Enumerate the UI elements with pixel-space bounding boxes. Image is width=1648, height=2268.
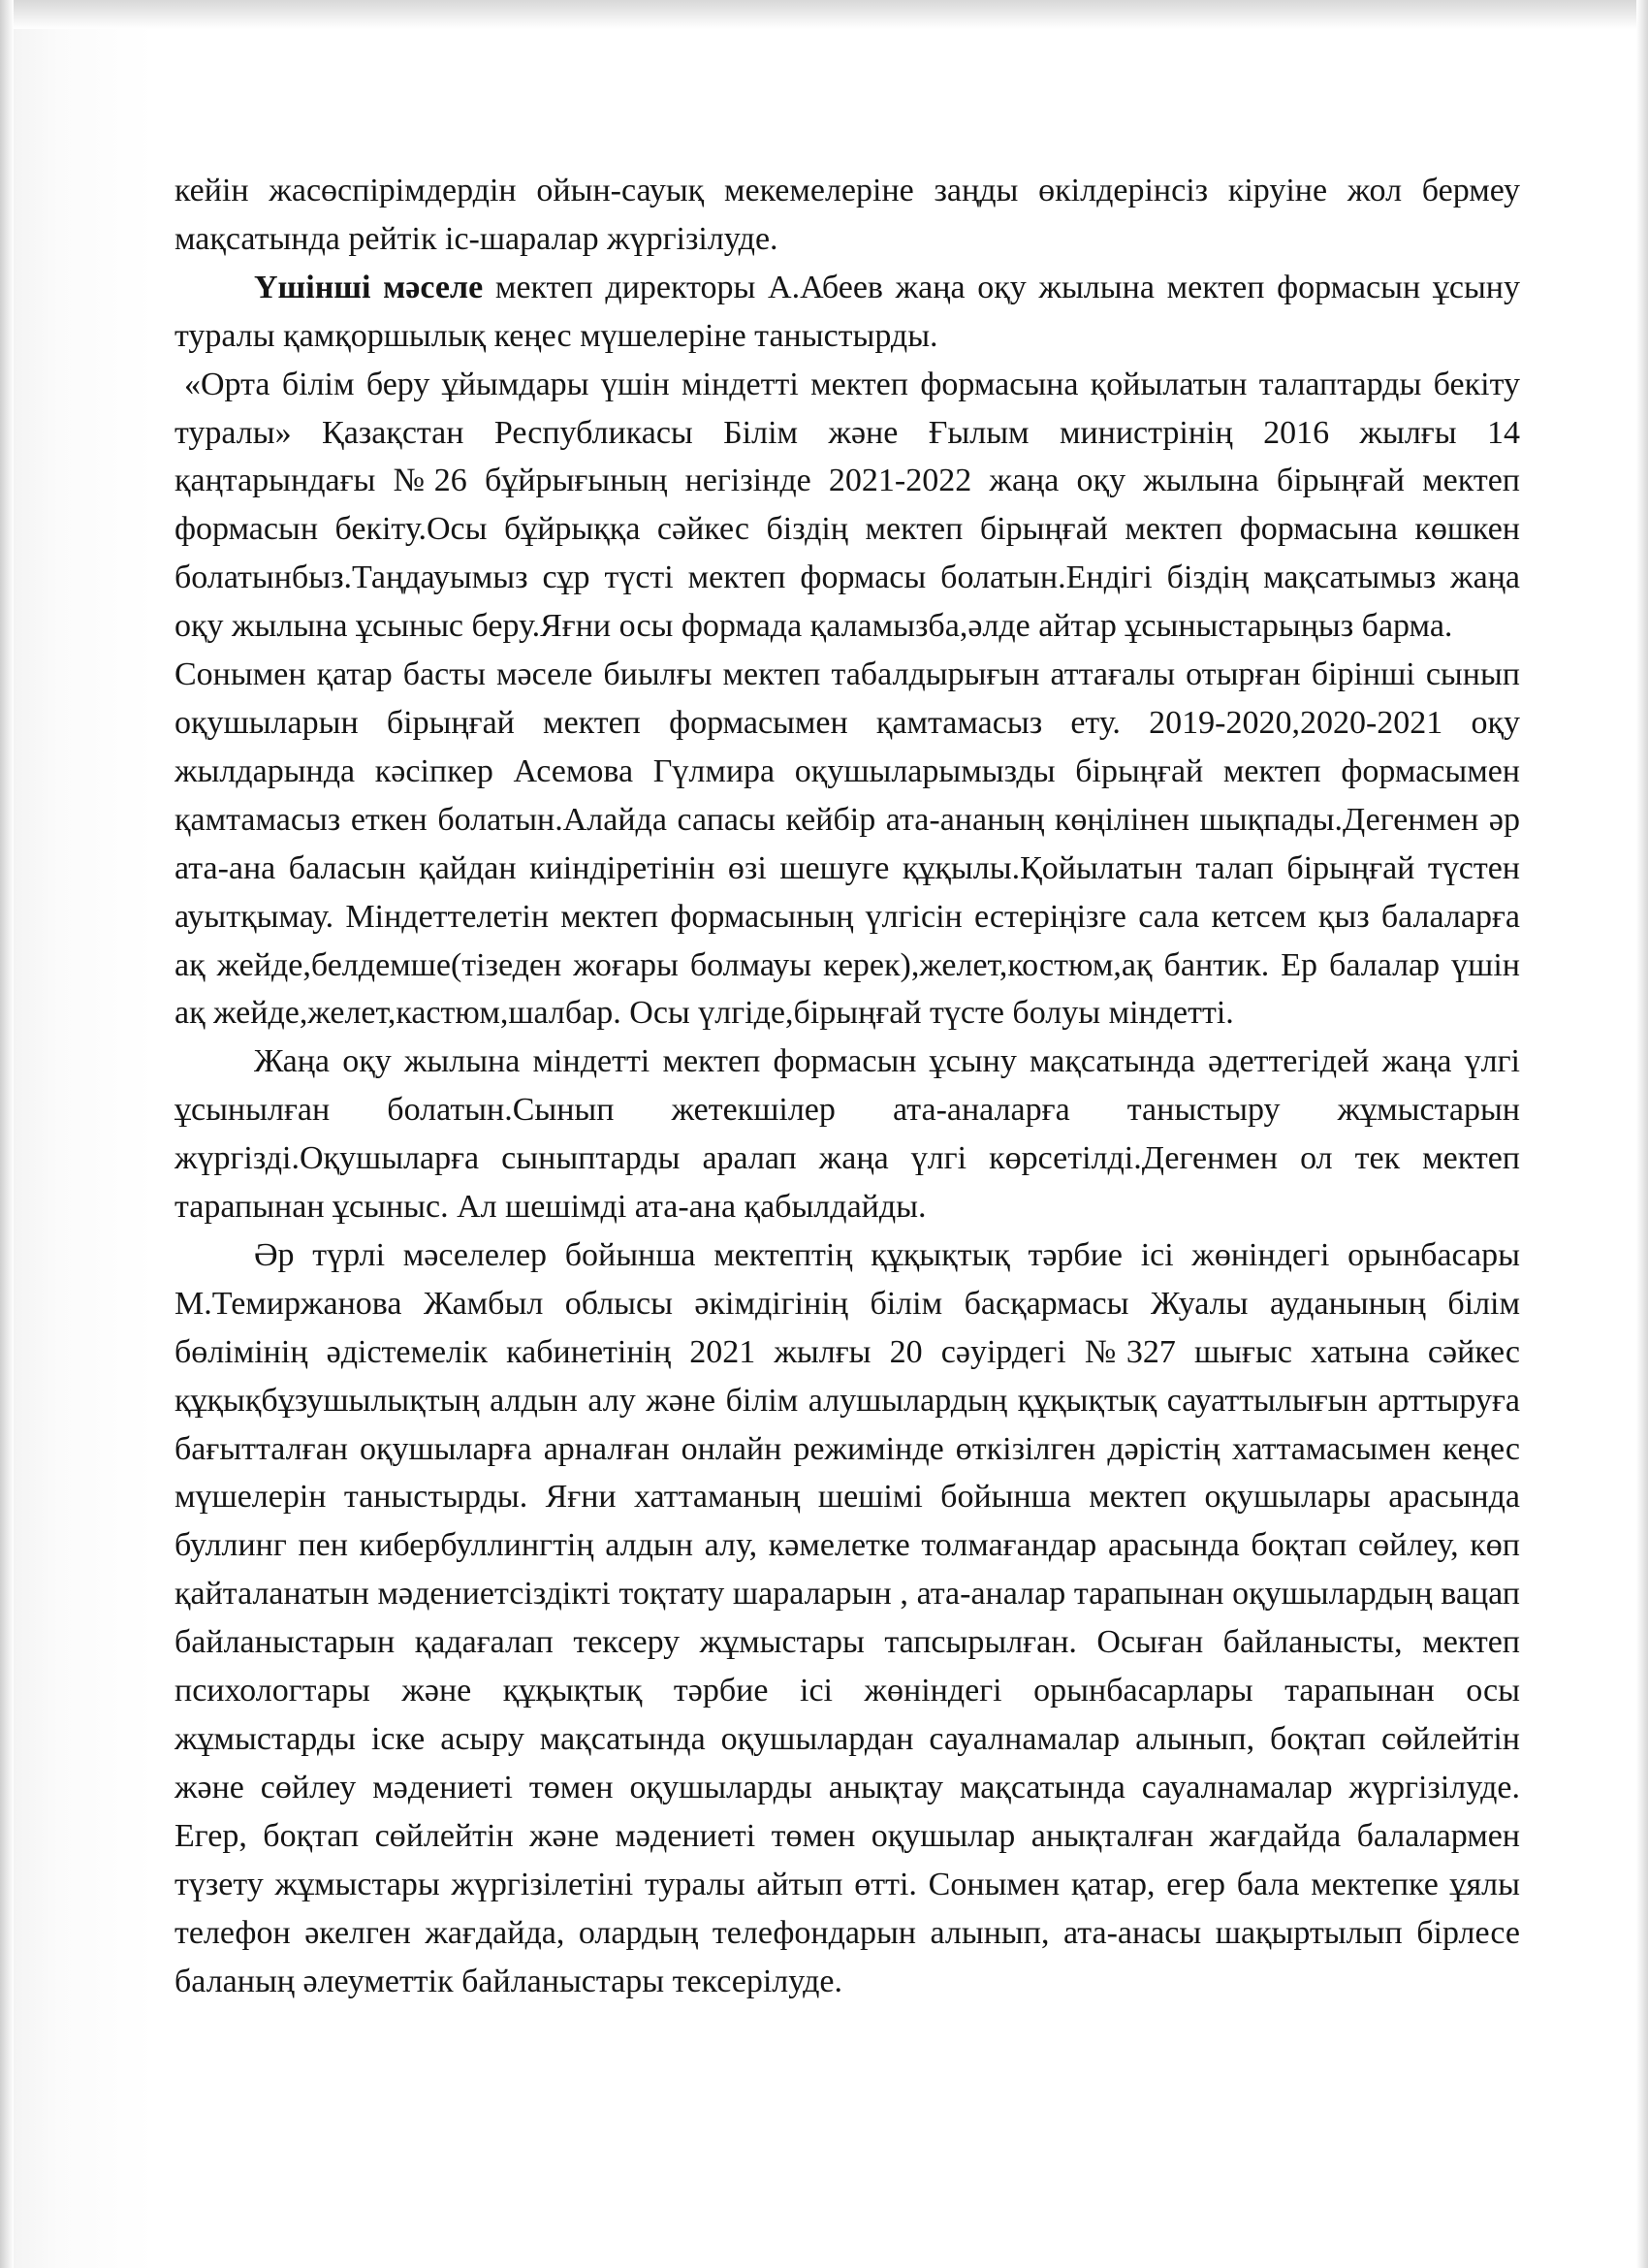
paragraph-3: «Орта білім беру ұйымдары үшін міндетті мектеп формасына қойылатын талаптарды бекіту туралы» Қазақстан Республикасы Білім және Ғылым министрінің 2016 жылғы 14 қаңтарындағы №26 бұйрығының негізінде 2021-2022 жаңа оқу жылына бірыңғай мектеп формасын бекіту.Осы бұйрыққа сәйкес біздің мектеп бірыңғай мектеп формасына көшкен болатынбыз.Таңдауымыз сұр түсті мектеп формасы болатын.Ендігі біздің мақсатымыз жаңа оқу жылына ұсыныс беру.Яғни осы формада қаламызба,әлде айтар ұсыныстарыңыз барма. xyxy=(174,366,1520,645)
page-edge-top xyxy=(0,0,1648,29)
paragraph-4: Сонымен қатар басты мәселе биылғы мектеп табалдырығын аттағалы отырған бірінші сынып оқушыларын бірыңғай мектеп формасымен қамтамасыз ету. 2019-2020,2020-2021 оқу жылдарында кәсіпкер Асемова Гүлмира оқушыларымызды бірыңғай мектеп формасымен қамтамасыз еткен болатын.Алайда сапасы кейбір ата-ананың көңілінен шықпады.Дегенмен әр ата-ана баласын қайдан киіндіретінін өзі шешуге құқылы.Қойылатын талап бірыңғай түстен ауытқымау. Міндеттелетін мектеп формасының үлгісін естеріңізге сала кетсем қыз балаларға ақ жейде,белдемше(тізеден жоғары болмауы керек),желет,костюм,ақ бантик. Ер балалар үшін ақ жейде,желет,кастюм,шалбар. Осы үлгіде,бірыңғай түсте болуы міндетті. xyxy=(174,656,1520,1032)
paragraph-5: Жаңа оқу жылына міндетті мектеп формасын ұсыну мақсатында әдеттегідей жаңа үлгі ұсынылған болатын.Сынып жетекшілер ата-аналарға таныстыру жұмыстарын жүргізді.Оқушыларға сыныптарды аралап жаңа үлгі көрсетілді.Дегенмен ол тек мектеп тарапынан ұсыныс. Ал шешімді ата-ана қабылдайды. xyxy=(174,1043,1520,1226)
document-body xyxy=(174,167,1520,2005)
paragraph-1: кейін жасөспірімдердін ойын-сауық мекемелеріне заңды өкілдерінсіз кіруіне жол бермеу мақсатында рейтік іс-шаралар жүргізілуде. xyxy=(174,173,1520,257)
paragraph-2-text: мектеп директоры А.Абеев жаңа оқу жылына мектеп формасын ұсыну туралы қамқоршылық кеңес мүшелеріне таныстырды. xyxy=(174,269,1520,354)
paragraph-6: Әр түрлі мәселелер бойынша мектептің құқықтық тәрбие ісі жөніндегі орынбасары М.Темиржанова Жамбыл облысы әкімдігінің білім басқармасы Жуалы ауданының білім бөлімінің әдістемелік кабинетінің 2021 жылғы 20 сәуірдегі №327 шығыс хатына сәйкес құқықбұзушылықтың алдын алу және білім алушылардың құқықтық сауаттылығын арттыруға бағытталған оқушыларға арналған онлайн режимінде өткізілген дәрістің хаттамасымен кеңес мүшелерін таныстырды. Яғни хаттаманың шешімі бойынша мектеп оқушылары арасында буллинг пен кибербуллингтің алдын алу, кәмелетке толмағандар арасында боқтап сөйлеу, көп қайталанатын мәдениетсіздікті тоқтату шараларын , ата-аналар тарапынан оқушылардың вацап байланыстарын қадағалап тексеру жұмыстары тапсырылған. Осыған байланысты, мектеп психологтары және құқықтық тәрбие ісі жөніндегі орынбасарлары тарапынан осы жұмыстарды іске асыру мақсатында оқушылардан сауалнамалар алынып, боқтап сөйлейтін және сөйлеу мәдениеті төмен оқушыларды анықтау мақсатында сауалнамалар жүргізілуде. Егер, боқтап сөйлейтін және мәдениеті төмен оқушылар анықталған жағдайда балалармен түзету жұмыстары жүргізілетіні туралы айтып өтті. Сонымен қатар, егер бала мектепке ұялы телефон әкелген жағдайда, олардың телефондарын алынып, ата-анасы шақыртылып бірлесе баланың әлеуметтік байланыстары тексерілуде. xyxy=(174,1236,1520,1999)
page-edge-left xyxy=(0,0,14,2268)
paragraph-2 xyxy=(174,264,1520,361)
page-edge-right xyxy=(1636,0,1648,2268)
agenda-item-label: Үшінші мәселе xyxy=(254,269,484,305)
